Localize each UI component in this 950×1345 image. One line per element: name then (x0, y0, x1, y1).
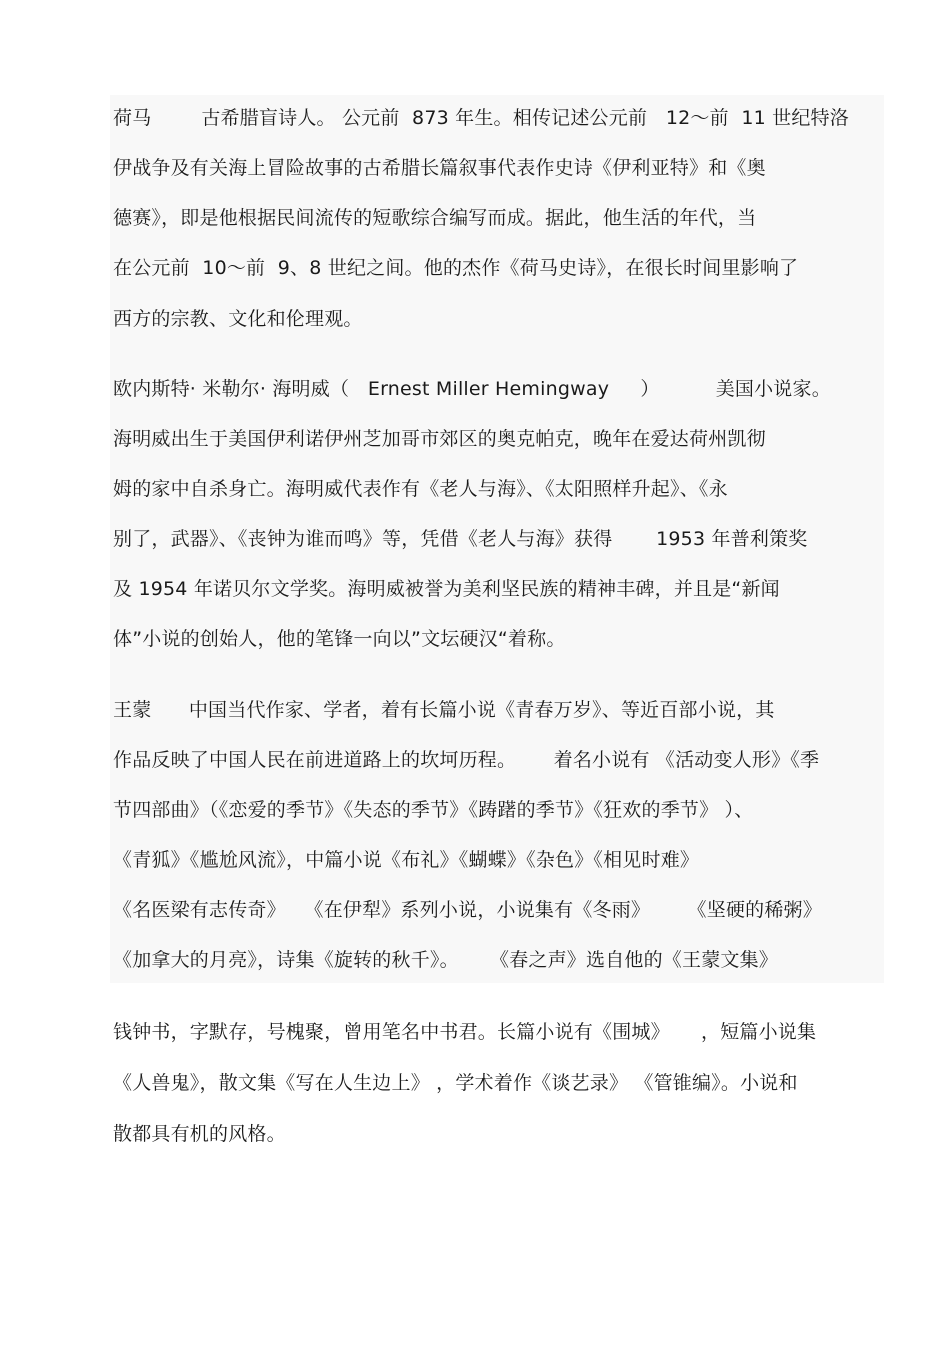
text-line: 别了，武器》、《丧钟为谁而鸣》等，凭借《老人与海》获得 1953 年普利策奖 (113, 528, 808, 550)
text-line: 王蒙 中国当代作家、学者，着有长篇小说《青春万岁》、等近百部小说，其 (113, 699, 775, 721)
text-line: 《名医梁有志传奇》 《在伊犁》系列小说，小说集有《冬雨》 《坚硬的稀粥》 (113, 899, 822, 921)
text-line: 散都具有机的风格。 (113, 1123, 286, 1145)
text-line: 荷马 古希腊盲诗人。 公元前 873 年生。相传记述公元前 12～前 11 世纪特洛 (113, 107, 849, 129)
text-line: 钱钟书，字默存，号槐聚，曾用笔名中书君。长篇小说有《围城》 ，短篇小说集 (113, 1021, 817, 1043)
text-line: 德赛》，即是他根据民间流传的短歌综合编写而成。据此，他生活的年代，当 (113, 207, 757, 229)
text-line: 伊战争及有关海上冒险故事的古希腊长篇叙事代表作史诗《伊利亚特》和《奥 (113, 157, 766, 179)
text-line: 《青狐》《尴尬风流》，中篇小说《布礼》《蝴蝶》《杂色》《相见时难》 (113, 849, 700, 871)
text-line: 西方的宗教、文化和伦理观。 (113, 308, 363, 330)
text-line: 姆的家中自杀身亡。海明威代表作有《老人与海》、《太阳照样升起》、《永 (113, 478, 728, 500)
text-line: 体”小说的创始人，他的笔锋一向以”文坛硬汉“着称。 (113, 628, 566, 650)
text-line: 节四部曲》（《恋爱的季节》《失态的季节》《踌躇的季节》《狂欢的季节》 ）、 (113, 799, 754, 821)
text-line: 海明威出生于美国伊利诺伊州芝加哥市郊区的奥克帕克，晚年在爱达荷州凯彻 (113, 428, 766, 450)
text-line: 作品反映了中国人民在前进道路上的坎坷历程。 着名小说有 《活动变人形》《季 (113, 749, 820, 771)
text-line: 在公元前 10～前 9、8 世纪之间。他的杰作《荷马史诗》，在很长时间里影响了 (113, 257, 799, 279)
text-line: 及 1954 年诺贝尔文学奖。海明威被誉为美利坚民族的精神丰碑，并且是“新闻 (113, 578, 780, 600)
text-line: 欧内斯特· 米勒尔· 海明威（ Ernest Miller Hemingway ） 美国小说家。 (113, 378, 831, 400)
text-line: 《加拿大的月亮》，诗集《旋转的秋千》。 《春之声》选自他的《王蒙文集》 (113, 949, 778, 971)
text-line: 《人兽鬼》，散文集《写在人生边上》 ，学术着作《谈艺录》 《管锥编》。小说和 (113, 1072, 798, 1094)
